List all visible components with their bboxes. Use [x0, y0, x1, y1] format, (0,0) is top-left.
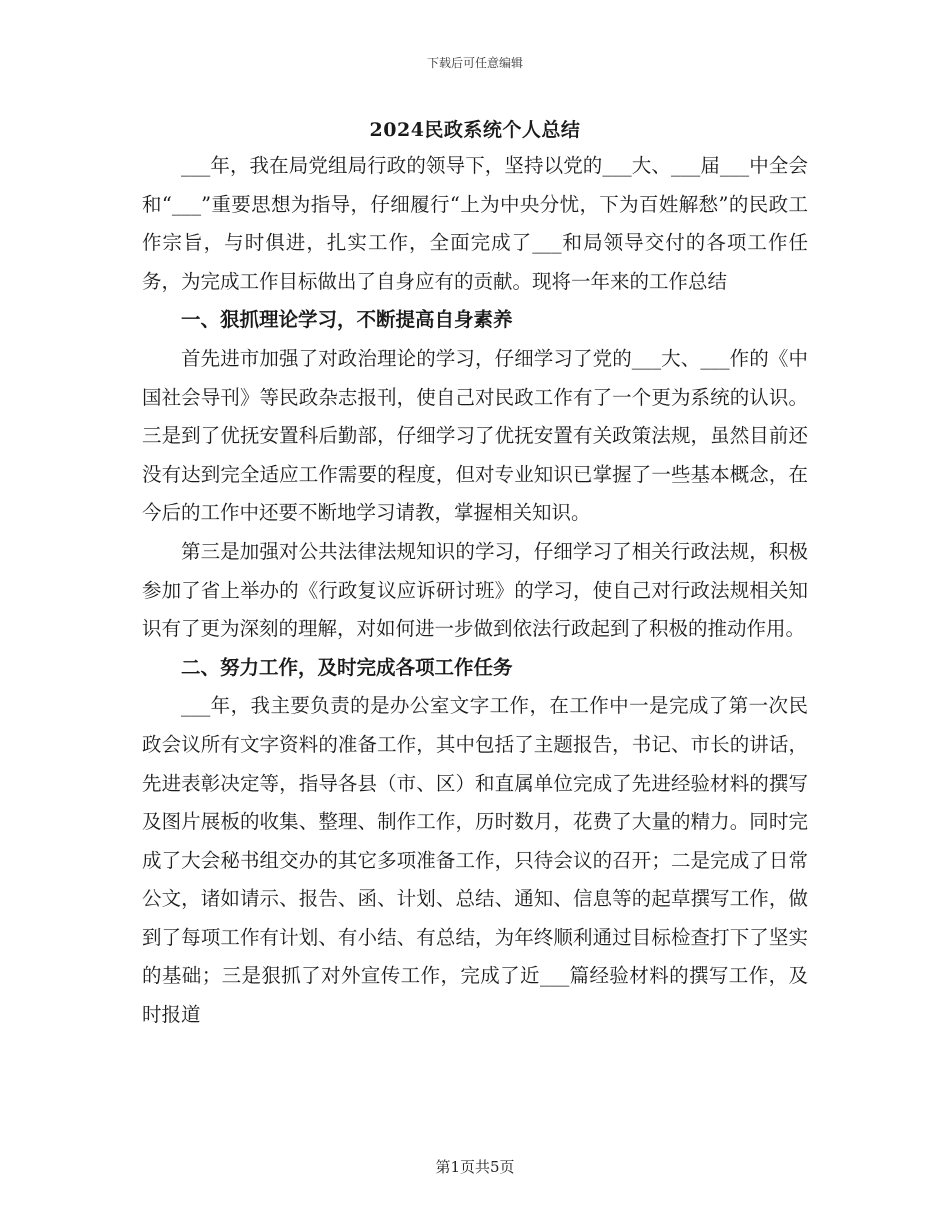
body-paragraph: ___年，我主要负责的是办公室文字工作，在工作中一是完成了第一次民政会议所有文字资料的准备工作，其中包括了主题报告，书记、市长的讲话，先进表彰决定等，指导各县（市、区）和直属单位完成了先进经验材料的撰写及图片展板的收集、整理、制作工作，历时数月，花费了大量的精力。同时完成了大会秘书组交办的其它多项准备工作，只待会议的召开；二是完成了日常公文，诸如请示、报告、函、计划、总结、通知、信息等的起草撰写工作，做到了每项工作有计划、有小结、有总结，为年终顺利通过目标检查打下了坚实的基础；三是狠抓了对外宣传工作，完成了近___篇经验材料的撰写工作，及时报道 [142, 694, 808, 1027]
body-paragraph: 首先进市加强了对政治理论的学习，仔细学习了党的___大、___作的《中国社会导刊》等民政杂志报刊，使自己对民政工作有了一个更为系统的认识。三是到了优抚安置科后勤部，仔细学习了优抚安置有关政策法规，虽然目前还没有达到完全适应工作需要的程度，但对专业知识已掌握了一些基本概念，在今后的工作中还要不断地学习请教，掌握相关知识。 [142, 346, 808, 525]
document-title: 2024民政系统个人总结 [369, 119, 581, 141]
section-heading-1: 一、狠抓理论学习，不断提高自身素养 [181, 308, 513, 332]
body-paragraph: 第三是加强对公共法律法规知识的学习，仔细学习了相关行政法规，积极参加了省上举办的《行政复议应诉研讨班》的学习，使自己对行政法规相关知识有了更为深刻的理解，对如何进一步做到依法行政起到了积极的推动作用。 [142, 539, 808, 641]
page-number: 第1页共5页 [435, 1158, 515, 1176]
header-note: 下载后可任意编辑 [426, 56, 523, 70]
intro-paragraph: ___年，我在局党组局行政的领导下，坚持以党的___大、___届___中全会和“___”重要思想为指导，仔细履行“上为中央分忧，下为百姓解愁”的民政工作宗旨，与时俱进，扎实工作，全面完成了___和局领导交付的各项工作任务，为完成工作目标做出了自身应有的贡献。现将一年来的工作总结 [142, 154, 808, 293]
document-body [142, 147, 808, 1035]
section-heading-2: 二、努力工作，及时完成各项工作任务 [181, 655, 513, 679]
